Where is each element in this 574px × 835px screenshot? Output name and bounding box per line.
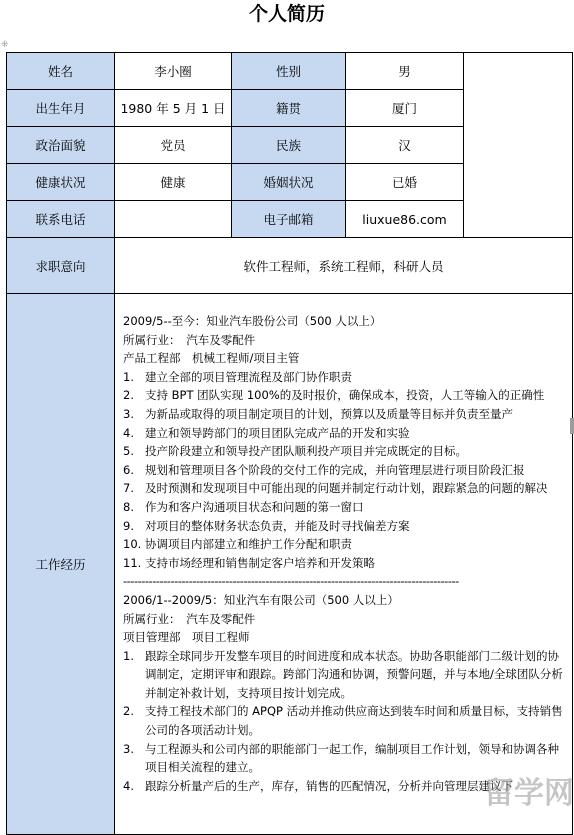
list-item: 2. 支持工程技术部门的 APQP 活动并推动供应商达到装车时间和质量目标，支持销售公司的各项活动计划。: [123, 704, 563, 738]
health-label: 健康状况: [7, 164, 115, 201]
gender-label: 性别: [232, 53, 346, 90]
photo-cell: [464, 53, 573, 238]
name-value: 李小圈: [115, 53, 232, 90]
job1-period: 2009/5--至今：知业汽车股份公司（500 人以上）: [123, 314, 382, 328]
list-item: 11. 支持市场经理和销售制定客户培养和开发策略: [123, 555, 375, 570]
list-item: 6. 规划和管理项目各个阶段的交付工作的完成，并向管理层进行项目阶段汇报: [123, 462, 525, 477]
job2-role: 项目管理部 项目工程师: [123, 630, 250, 645]
work-content: [115, 294, 573, 835]
politics-label: 政治面貌: [7, 127, 115, 164]
email-label: 电子邮箱: [232, 201, 346, 238]
birth-value: 1980 年 5 月 1 日: [115, 90, 232, 127]
marital-value: 已婚: [346, 164, 464, 201]
phone-label: 联系电话: [7, 201, 115, 238]
job2-industry: 所属行业： 汽车及零配件: [123, 611, 256, 626]
origin-label: 籍贯: [232, 90, 346, 127]
ethnicity-label: 民族: [232, 127, 346, 164]
list-item: 3. 为新品或取得的项目制定项目的计划，预算以及质量等目标并负责至量产: [123, 406, 513, 421]
table-move-handle-icon[interactable]: ⁜: [1, 40, 9, 50]
list-item: 4. 跟踪分析量产后的生产，库存，销售的匹配情况，分析并向管理层建议下: [123, 778, 513, 793]
gender-value: 男: [346, 53, 464, 90]
phone-value: [115, 201, 232, 238]
politics-value: 党员: [115, 127, 232, 164]
list-item: 5. 投产阶段建立和领导投产团队顺利投产项目并完成既定的目标。: [123, 444, 467, 459]
row-intent: [7, 238, 573, 294]
watermark: 留学网: [484, 776, 574, 811]
email-value: liuxue86.com: [346, 201, 464, 238]
job1-industry: 所属行业： 汽车及零配件: [123, 332, 256, 347]
origin-value: 厦门: [346, 90, 464, 127]
page-title: 个人简历: [248, 3, 325, 25]
list-item: 1. 跟踪全球同步开发整车项目的时间进度和成本状态。协助各职能部门二级计划的协调制定，定期评审和跟踪。跨部门沟通和协调，预警问题，并与本地/全球团队分析并制定补救计划，支持项目按计划完成。: [123, 648, 563, 700]
row-work: [7, 294, 573, 835]
name-label: 姓名: [7, 53, 115, 90]
list-item: 10. 协调项目内部建立和维护工作分配和职责: [123, 537, 352, 552]
ethnicity-value: 汉: [346, 127, 464, 164]
list-item: 4. 建立和领导跨部门的项目团队完成产品的开发和实验: [123, 425, 410, 440]
list-item: 3. 与工程源头和公司内部的职能部门一起工作，编制项目工作计划，领导和协调各种项目相关流程的建立。: [123, 741, 559, 775]
work-label: 工作经历: [7, 294, 115, 835]
list-item: 1. 建立全部的项目管理流程及部门协作职责: [123, 369, 352, 384]
intent-value: 软件工程师，系统工程师，科研人员: [115, 238, 573, 294]
list-item: 7. 及时预测和发现项目中可能出现的问题并制定行动计划，跟踪紧急的问题的解决: [123, 481, 548, 496]
separator-line: --------------------------------------------------------------------------------------------: [123, 574, 459, 589]
intent-label: 求职意向: [7, 238, 115, 294]
row-name: [7, 53, 573, 90]
list-item: 9. 对项目的整体财务状态负责，并能及时寻找偏差方案: [123, 518, 410, 533]
birth-label: 出生年月: [7, 90, 115, 127]
list-item: 8. 作为和客户沟通项目状态和问题的第一窗口: [123, 499, 364, 514]
marital-label: 婚姻状况: [232, 164, 346, 201]
job1-role: 产品工程部 机械工程师/项目主管: [123, 351, 300, 366]
job2-period: 2006/1--2009/5：知业汽车有限公司（500 人以上）: [123, 592, 399, 607]
health-value: 健康: [115, 164, 232, 201]
list-item: 2. 支持 BPT 团队实现 100%的及时报价，确保成本，投资，人工等输入的正确性: [123, 388, 545, 403]
scroll-indicator[interactable]: [570, 418, 574, 434]
resume-table: [6, 52, 573, 835]
